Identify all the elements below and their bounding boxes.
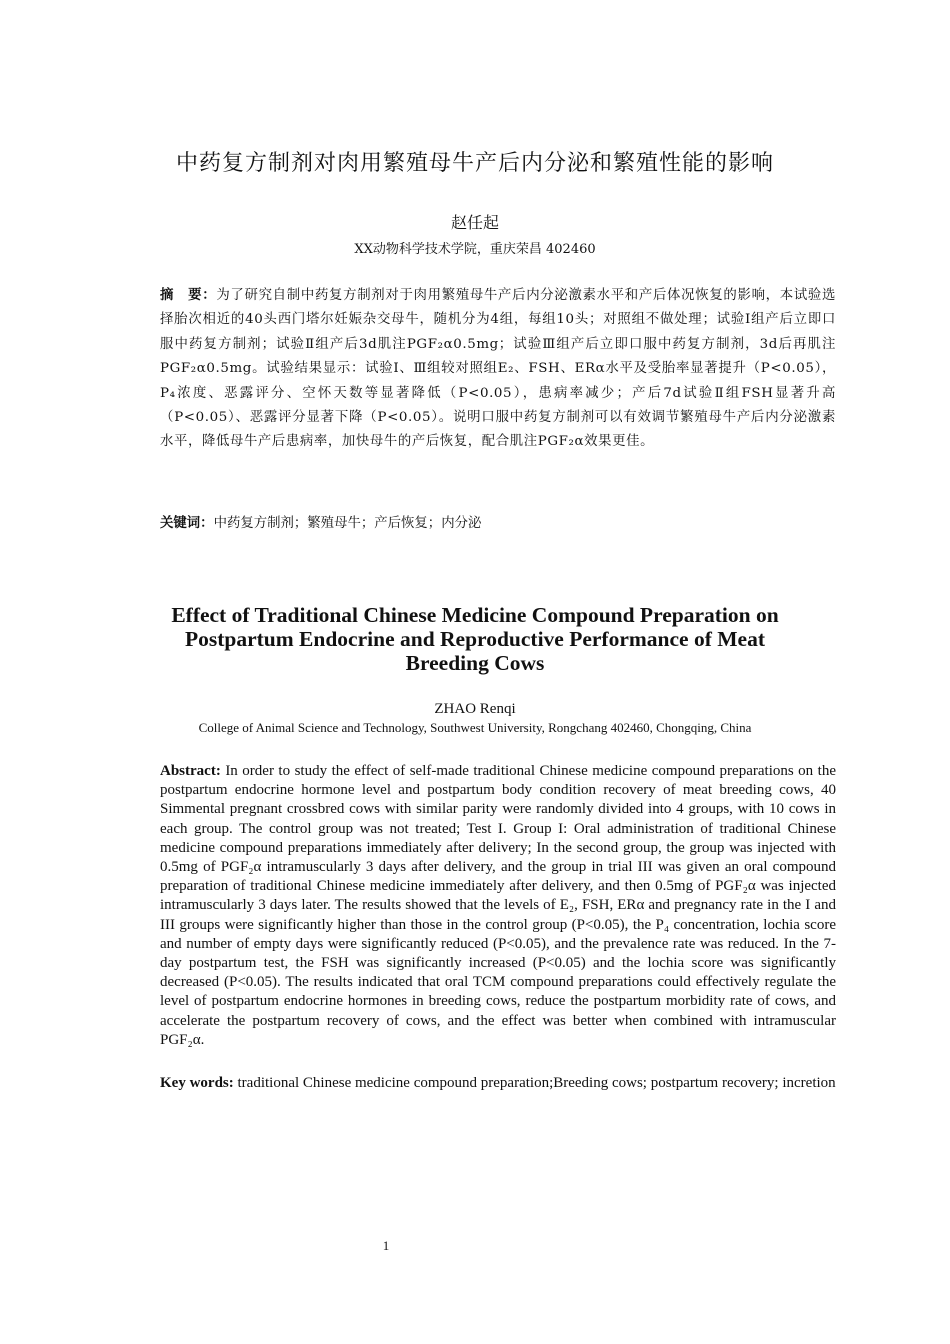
chinese-keywords-label: 关键词：: [160, 516, 214, 531]
page-number: 1: [382, 1238, 390, 1253]
english-affiliation: College of Animal Science and Technology, Southwest University, Rongchang 402460, Chongqing, China: [198, 720, 752, 735]
english-abstract: [160, 762, 836, 1050]
english-keywords-label: Key words:: [160, 1075, 234, 1091]
chinese-affiliation: XX动物科学技术学院，重庆荣昌 402460: [354, 242, 596, 257]
english-abstract-label: Abstract:: [160, 763, 221, 779]
chinese-abstract-label: 摘 要：: [160, 288, 217, 303]
chinese-keywords: [160, 514, 836, 534]
english-title: Effect of Traditional Chinese Medicine Compound Preparation on Postpartum Endocrine and Reproductive Performance of Meat Breeding Cows: [171, 603, 779, 675]
english-abstract-text: In order to study the effect of self-made traditional Chinese medicine compound preparations on the postpartum endocrine hormone level and postpartum body condition recovery of meat breeding cows, 40 Simmental pregnant crossbred cows with similar parity were randomly divided into 4 groups, with 10 cows in each group. The control group was not treated; Test I. Group I: Oral administration of traditional Chinese medicine compound preparations immediately after delivery; In the second group, the group was injected with 0.5mg of PGF₂α intramuscularly 3 days after delivery, and the group in trial III was given an oral compound preparation of traditional Chinese medicine immediately after delivery, and then 0.5mg of PGF₂α was injected intramuscularly 3 days later. The results showed that the levels of E₂, FSH, ERα and pregnancy rate in the I and III groups were significantly higher than those in the control group (P<0.05), the P₄ concentration, lochia score and number of empty days were significantly reduced (P<0.05), and the prevalence rate was reduced. In the 7-day postpartum test, the FSH was significantly increased (P<0.05) and the lochia score was significantly decreased (P<0.05). The results indicated that oral TCM compound preparations could effectively regulate the level of postpartum endocrine hormones in breeding cows, reduce the postpartum morbidity rate of cows, and accelerate the postpartum recovery of cows, and the effect was better when combined with intramuscular PGF₂α.: [160, 763, 836, 1048]
chinese-abstract-text: 为了研究自制中药复方制剂对于肉用繁殖母牛产后内分泌激素水平和产后体况恢复的影响，本试验选择胎次相近的40头西门塔尔妊娠杂交母牛，随机分为4组，每组10头；对照组不做处理；试验Ⅰ组产后立即口服中药复方制剂；试验Ⅱ组产后3d肌注PGF₂α0.5mg；试验Ⅲ组产后立即口服中药复方制剂，3d后再肌注PGF₂α0.5mg。试验结果显示：试验Ⅰ、Ⅲ组较对照组E₂、FSH、ERα水平及受胎率显著提升（P<0.05），P₄浓度、恶露评分、空怀天数等显著降低（P<0.05），患病率减少；产后7d试验Ⅱ组FSH显著升高（P<0.05）、恶露评分显著下降（P<0.05）。说明口服中药复方制剂可以有效调节繁殖母牛产后内分泌激素水平，降低母牛产后患病率，加快母牛的产后恢复，配合肌注PGF₂α效果更佳。: [160, 288, 836, 450]
chinese-abstract: [160, 284, 836, 455]
english-keywords: [160, 1074, 836, 1093]
english-keywords-text: traditional Chinese medicine compound preparation;Breeding cows; postpartum recovery; incretion: [233, 1075, 836, 1091]
chinese-title: 中药复方制剂对肉用繁殖母牛产后内分泌和繁殖性能的影响: [175, 151, 774, 176]
chinese-author: 赵任起: [450, 213, 499, 232]
english-author: ZHAO Renqi: [434, 701, 516, 717]
chinese-keywords-text: 中药复方制剂；繁殖母牛；产后恢复；内分泌: [213, 516, 482, 531]
